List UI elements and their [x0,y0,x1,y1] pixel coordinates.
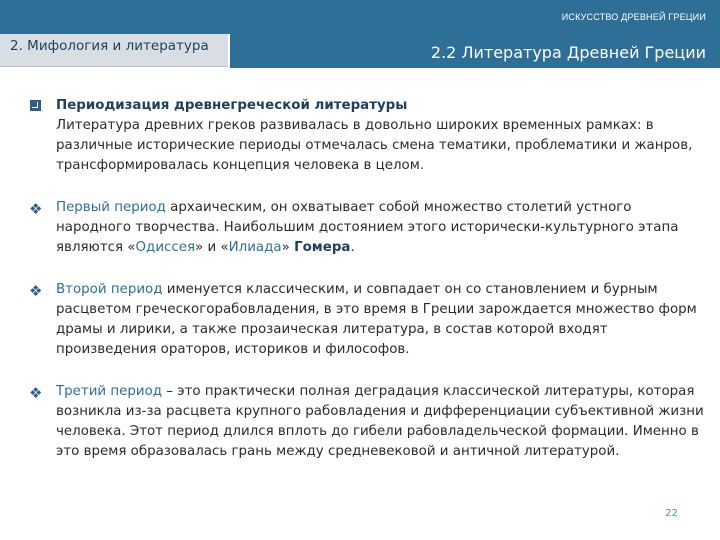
subsection-tab [230,34,720,68]
slide-content [30,96,710,484]
section-label: 2. Мифология и литература [10,38,209,54]
period-term: Третий период [56,384,163,399]
period-text: именуется классическим, и совпадает он со становлением и бурным расцветом греческогорабовладения, в это время в Греции зарождается множество форм драмы и лирики, а также прозаическая литература, в состав которой входят произведения ораторов, историков и философов. [56,282,697,357]
intro-heading: Периодизация древнегреческой литературы [56,98,408,113]
diamond-bullet-icon: ❖ [29,200,43,218]
work-title-iliad: Илиада [228,240,282,255]
course-title: ИСКУССТВО ДРЕВНЕЙ ГРЕЦИИ [561,12,706,22]
header-bar [0,0,720,34]
intro-text: Литература древних греков развивалась в довольно широких временных рамках: в различные исторические периоды отмечалась смена тематики, проблематики и жанров, трансформировалась концепция человека в целом. [56,118,693,173]
period-text: – это практически полная деградация классической литературы, которая возникла из-за расцвета крупного рабовладения и дифференциации субъективной жизни человека. Этот период длился вплоть до гибели рабовладельческой формации. Именно в это время образовалась грань между средневековой и античной литературой. [56,384,704,459]
intro-block [30,96,710,176]
diamond-bullet-icon: ❖ [29,282,43,300]
diamond-bullet-icon: ❖ [29,384,43,402]
checkbox-bullet-icon [30,100,41,111]
period-term: Второй период [56,282,163,297]
period-text: архаическим, он охватывает собой множество столетий устного народного творчества. Наибольшим достоянием этого исторически-культурного этапа являются « [56,200,679,255]
section-tab [0,34,228,67]
period-item-3 [30,382,710,462]
work-title-odyssey: Одиссея [135,240,196,255]
period-term: Первый период [56,200,166,215]
page-number: 22 [665,508,678,519]
period-item-1: ❖ Первый период архаическим, он охватывает собой множество столетий устного народного творчества. Наибольшим достоянием этого исторически-культурного этапа являются «Одиссея» и «Илиада» Гомера. [29,200,679,255]
author-name: Гомера [294,240,351,255]
subsection-label: 2.2 Литература Древней Греции [430,43,706,62]
period-item-2 [30,280,710,360]
